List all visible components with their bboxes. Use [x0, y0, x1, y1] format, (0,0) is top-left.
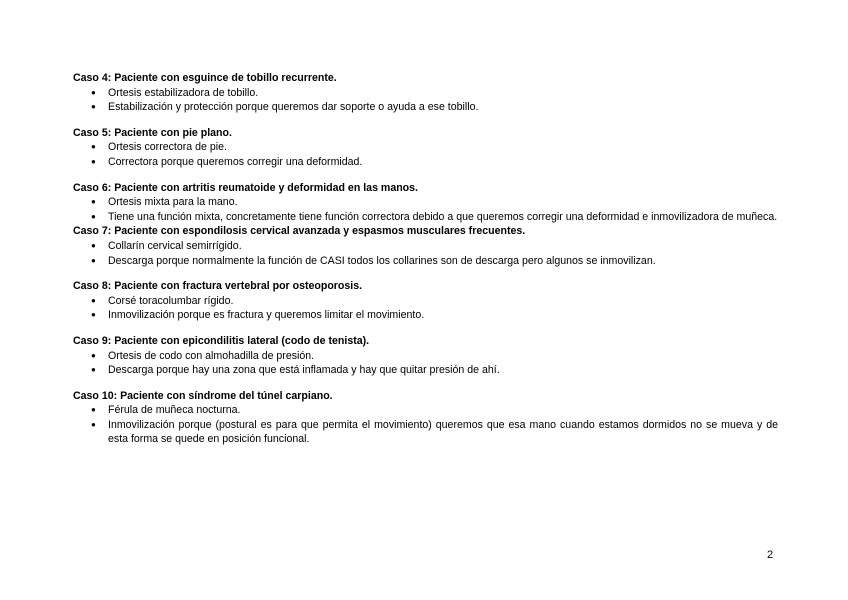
- case-6: [73, 181, 778, 225]
- case-4: [73, 71, 778, 115]
- list-item-text: Inmovilización porque (postural es para que permita el movimiento) queremos que esa mano cuando estamos dormidos no se mueva y de esta forma se quede en posición funcional.: [108, 418, 778, 446]
- list-item-text: Ortesis estabilizadora de tobillo.: [108, 86, 259, 99]
- list-item-text: Férula de muñeca nocturna.: [108, 404, 241, 417]
- case-title: Caso 9: Paciente con epicondilitis lateral (codo de tenista).: [73, 334, 370, 347]
- list-item: [73, 363, 778, 378]
- case-item-list: [73, 140, 778, 169]
- list-item-text: Descarga porque normalmente la función de CASI todos los collarines son de descarga pero algunos se inmovilizan.: [108, 254, 656, 267]
- page-number: 2: [767, 549, 774, 561]
- list-item: [73, 254, 778, 269]
- case-item-list: [73, 239, 778, 268]
- case-10: [73, 389, 778, 447]
- list-item: [73, 239, 778, 254]
- list-item: [73, 294, 778, 309]
- case-title: Caso 5: Paciente con pie plano.: [73, 126, 232, 139]
- list-item: [73, 140, 778, 155]
- case-8: [73, 279, 778, 323]
- list-item: [73, 308, 778, 323]
- case-title: Caso 7: Paciente con espondilosis cervical avanzada y espasmos musculares frecuentes.: [73, 225, 526, 238]
- case-item-list: [73, 86, 778, 115]
- bullet-icon: ●: [91, 419, 96, 429]
- case-title: Caso 6: Paciente con artritis reumatoide y deformidad en las manos.: [73, 181, 418, 194]
- bullet-icon: ●: [91, 310, 96, 320]
- list-item: [73, 349, 778, 364]
- case-item-list: [73, 195, 778, 224]
- bullet-icon: ●: [91, 102, 96, 112]
- case-item-list: [73, 349, 778, 378]
- bullet-icon: ●: [91, 211, 96, 221]
- case-item-list: [73, 403, 778, 447]
- list-item-text: Ortesis mixta para la mano.: [108, 196, 238, 209]
- list-item-text: Descarga porque hay una zona que está inflamada y hay que quitar presión de ahí.: [108, 364, 500, 377]
- list-item-text: Collarín cervical semirrígido.: [108, 239, 242, 252]
- bullet-icon: ●: [91, 365, 96, 375]
- bullet-icon: ●: [91, 350, 96, 360]
- list-item-text: Ortesis correctora de pie.: [108, 141, 227, 154]
- bullet-icon: ●: [91, 240, 96, 250]
- bullet-icon: ●: [91, 156, 96, 166]
- case-title: Caso 8: Paciente con fractura vertebral por osteoporosis.: [73, 280, 363, 293]
- case-5: [73, 126, 778, 170]
- bullet-icon: ●: [91, 197, 96, 207]
- list-item-text: Corsé toracolumbar rígido.: [108, 294, 234, 307]
- bullet-icon: ●: [91, 255, 96, 265]
- case-9: [73, 334, 778, 378]
- list-item-text: Tiene una función mixta, concretamente tiene función correctora debido a que queremos corregir una deformidad e inmovilizadora de muñeca.: [108, 210, 778, 223]
- list-item: [73, 155, 778, 170]
- list-item: [73, 100, 778, 115]
- list-item: [73, 86, 778, 101]
- list-item: [73, 418, 778, 447]
- case-title: Caso 10: Paciente con síndrome del túnel carpiano.: [73, 389, 333, 402]
- case-title: Caso 4: Paciente con esguince de tobillo recurrente.: [73, 72, 337, 84]
- list-item: [73, 195, 778, 210]
- bullet-icon: ●: [91, 405, 96, 415]
- list-item: [73, 403, 778, 418]
- list-item-text: Inmovilización porque es fractura y queremos limitar el movimiento.: [108, 309, 425, 322]
- list-item-text: Correctora porque queremos corregir una deformidad.: [108, 155, 363, 168]
- document-content: [73, 71, 778, 458]
- bullet-icon: ●: [91, 87, 96, 97]
- list-item: [73, 210, 778, 225]
- bullet-icon: ●: [91, 142, 96, 152]
- list-item-text: Ortesis de codo con almohadilla de presión.: [108, 349, 315, 362]
- bullet-icon: ●: [91, 295, 96, 305]
- case-item-list: [73, 294, 778, 323]
- list-item-text: Estabilización y protección porque queremos dar soporte o ayuda a ese tobillo.: [108, 101, 479, 114]
- case-7: [73, 224, 778, 268]
